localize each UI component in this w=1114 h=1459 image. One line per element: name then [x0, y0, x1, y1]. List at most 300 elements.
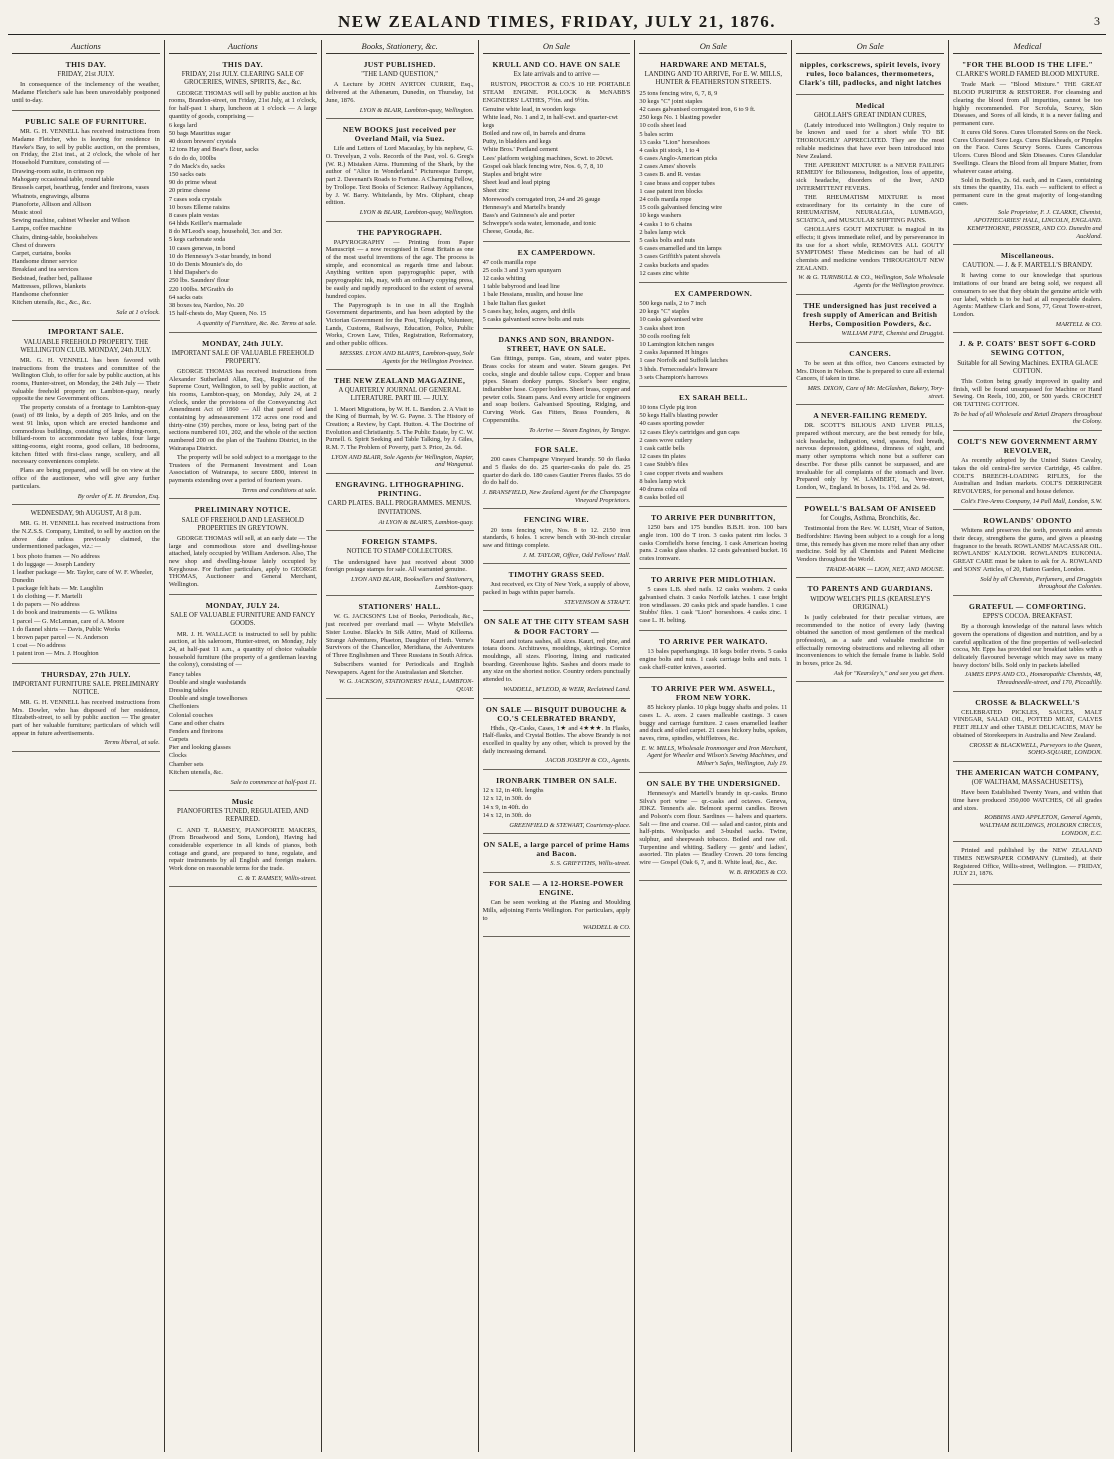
ad-list-item: Schweppe's soda water, lemonade, and tonic [482, 220, 597, 228]
ad-list-item: 15 coils galvanised fencing wire [639, 204, 723, 212]
ad-signature: At LYON & BLAIR'S, Lambton-quay. [378, 518, 474, 526]
ad-list-item: 8 bales lamp wick [639, 477, 686, 485]
ad-paragraph: The Papyrograph is in use in all the English Government departments, and has been adopted by the Victorian Government for the Post, Telegraph, Volunteer, Lands, Customs, Railways, Education, Police, Public Works, Crown Law, Titles, Registration, Reformatory, and other public offices. [325, 301, 474, 348]
ad-title: PUBLIC SALE OF FURNITURE. [25, 117, 147, 127]
ad-list-item: Double and single washstands [168, 678, 247, 686]
ad-title: CANCERS. [849, 348, 892, 358]
ad-signature: WILLIAM FIFE, Chemist and Druggist. [841, 330, 945, 338]
ad-list-item: Mahogany occasional table, round table [12, 176, 115, 184]
ad-subtitle: IMPORTANT SALE OF VALUABLE FREEHOLD PROPERTY. [171, 349, 314, 365]
ad-paragraph: To be seen at this office, two Cancers extracted by Mrs. Dixon in Nelson. She is prepared to cure all external Cancers, if taken in time. [796, 359, 945, 383]
ad-title: FOR SALE. [534, 445, 579, 455]
ad-paragraph: 13 bales paperhangings. 18 kegs boiler rivets. 5 casks engine bolts and nuts. 1 cask carriage bolts and nuts. 1 cask chaff-cutter knives, assorted. [639, 648, 788, 671]
ad-list-item: 1 case Norfolk and Suffolk latches [639, 357, 728, 365]
ad-signature: TRADE-MARK — LION, NET, AND MOUSE. [826, 565, 945, 573]
ad-list-item: Lamps, coffee machine [12, 225, 72, 233]
advertisement [326, 373, 474, 474]
column-heading: On Sale [796, 40, 944, 54]
ad-list-item: Handsome dinner service [12, 258, 77, 266]
column-heading: On Sale [639, 40, 787, 54]
ad-list-item: 12 cases Eley's cartridges and gun caps [639, 428, 740, 436]
masthead-rule [8, 34, 1106, 35]
advertisement [326, 599, 474, 698]
ad-signature: J. M. TAYLOR, Office, Odd Fellows' Hall. [522, 551, 631, 559]
ad-title: THE undersigned has just received a fresh supply of American and British Herbs, Composition Powders, &c. [803, 300, 938, 328]
column-heading: Auctions [12, 40, 160, 54]
ad-list-item: 2 casks Japanned H hinges [639, 349, 708, 357]
ad-body [796, 360, 944, 383]
ad-title: ON SALE — BISQUIT DUBOUCHE & CO.'S CELEBRATED BRANDY, [485, 704, 628, 723]
ad-body [169, 827, 317, 873]
ad-list-item: 1 case copper rivets and washers [639, 469, 723, 477]
advertisement [12, 57, 160, 111]
ad-title: Miscellaneous. [1001, 251, 1055, 261]
ad-subtitle: A QUARTERLY JOURNAL OF GENERAL LITERATURE. PART III. — JULY. [338, 387, 461, 403]
ad-title: ROWLANDS' ODONTO [983, 516, 1072, 526]
ad-body [639, 586, 787, 624]
ad-body [169, 90, 317, 121]
ad-item-list [483, 259, 631, 324]
ad-item-list [169, 671, 317, 777]
ad-paragraph: MR. G. H. VENNELL has been favored with instructions from the trustees and committee of the Wellington Club, to offer for sale by public auction, at his rooms, Hunter-street, on Monday, the 24th July — Their valuable freehold property on Lambton-quay, nearly opposite the new Government offices. [12, 356, 160, 403]
ad-body [953, 623, 1102, 669]
ad-body [953, 789, 1102, 812]
advertisement [169, 794, 317, 887]
ad-item-list [483, 106, 631, 236]
ad-signature: LYON AND BLAIR, Booksellers and Stationers, Lambton-quay. [351, 576, 474, 591]
ad-list-item: Putty, in bladders and kegs [482, 138, 552, 146]
ad-body [169, 368, 317, 485]
ad-body [796, 422, 944, 491]
ad-list-item: 1 cask cattle bells [639, 444, 685, 452]
advertisement [796, 346, 944, 406]
ad-body [483, 899, 631, 922]
ad-paragraph: 85 hickory planks. 10 pkgs buggy shafts and poles. 11 cases L. A. axes. 2 cases malleable castings. 3 cases buggy and carriage furniture. 2 cases enamelled leather and duck and oiled carpet. 21 cases hickory hubs, spokes, naves, rims, spindles, whiffletrees, &c. [639, 704, 788, 742]
ad-list-item: Cheese, Gouda, &c. [482, 228, 534, 236]
ad-list-item: 1 leather package — Mr. Taylor, care of W. F. Wheeler, Dunedin [12, 569, 154, 584]
ad-list-item: 1 case Stubb's files [639, 461, 688, 469]
ad-body [639, 648, 787, 671]
ad-signature: Sale at 1 o'clock. [116, 308, 160, 316]
ad-list-item: 1 table babyrood and lead line [482, 283, 560, 291]
advertisement [169, 57, 317, 332]
ad-list-item: Fenders and fireirons [168, 727, 224, 735]
ad-subtitle: for Coughs, Asthma, Bronchitis, &c. [820, 515, 921, 523]
ad-title: A NEVER-FAILING REMEDY. [813, 411, 928, 421]
ad-list-item: 12 cases tin plates [639, 453, 686, 461]
ad-paragraph: THE APERIENT MIXTURE is a NEVER FAILING REMEDY for Biliousness, Indigestion, loss of appetite, sick headache, disorders of the liver, AND INTERMITTENT FEVERS. [796, 161, 945, 192]
advertisement [483, 773, 631, 834]
ad-body [326, 613, 474, 676]
ad-signature: MRS. DIXON, Care of Mr. McGlashen, Bakery, Tory-street. [807, 384, 945, 400]
ad-body [12, 520, 160, 551]
ad-paragraph: Whitens and preserves the teeth, prevents and arrests their decay, strengthens the gums, and gives a pleasing fragrance to the breath. ROWLANDS' MACASSAR OIL. ROWLANDS' KALYDOR. ROWLAND'S EUKONIA. GREAT CARE must be taken to ask for A. ROWLAND and SONS' Articles, of 20, Hatton Garden, London. [953, 527, 1102, 573]
ad-paragraph: RUSTON, PROCTOR & CO.'S 10 HP. PORTABLE STEAM ENGINE. POLLOCK & McNABB'S ENGINEERS' LATHES, 7½in. and 9½in. [482, 81, 631, 104]
ad-list-item: 5 casks galvanised screw bolts and nuts [482, 315, 584, 323]
ad-list-item: Mattresses, pillows, blankets [12, 282, 86, 290]
ad-signature: A quantity of Furniture, &c. &c. Terms at sale. [196, 319, 317, 327]
ad-subtitle: PIANOFORTES TUNED, REGULATED, AND REPAIRED. [177, 808, 309, 824]
advertisement [12, 508, 160, 663]
ad-list-item: Carpets [168, 736, 189, 744]
ad-subtitle: LANDING AND TO ARRIVE, For E. W. MILLS, HUNTER & FEATHERSTON STREETS. [644, 71, 783, 87]
ad-subtitle: FRIDAY, 21st JULY. [57, 71, 115, 79]
ad-list-item: Chamber sets [168, 760, 204, 768]
ad-signature: MESSRS. LYON AND BLAIR'S, Lambton-quay, Sole Agents for the Wellington Province. [339, 349, 474, 365]
ad-body [639, 704, 787, 742]
ad-list-item: 1 bale Italian flax gasket [482, 299, 546, 307]
ad-list-item: 7 do Mack's do, sacks [168, 162, 225, 170]
ad-list-item: 25 coils 3 and 3 yarn spunyarn [482, 266, 562, 274]
ad-list-item: 42 cases galvanised corrugated iron, 6 to 9 ft. [639, 105, 756, 113]
ad-title: THURSDAY, 27th JULY. [41, 669, 131, 679]
ad-signature: WADDELL & CO. [582, 924, 631, 932]
ad-body [953, 81, 1102, 207]
ad-subtitle: WIDOW WELCH'S PILLS (KEARSLEY'S ORIGINAL) [810, 595, 931, 611]
ad-title: DANKS AND SON, BRANDON-STREET, HAVE ON SALE. [498, 335, 615, 354]
ad-paragraph: The property consists of a frontage to Lambton-quay (east) of 89 links, by a depth of 205 links, and on the west 91 links, upon which are erected handsome and commodious buildings, consisting of large dining-room, billiard-room to accommodate two tables, four large sitting-rooms, eight rooms, good cellars, 18 bedrooms, kitchen fitted with first-class range, scullery, and all necessary conveniences complete. [12, 404, 160, 466]
ad-list-item: 6 cases enamelled and tin lamps [639, 245, 722, 253]
ad-list-item: Bass's and Guinness's ale and porter [482, 211, 575, 219]
ad-list-item: 40 dozen brewers' crystals [168, 138, 237, 146]
ad-list-item: 4 casks 1 to 6 chains [639, 220, 693, 228]
ad-list-item: 1 coat — No address [12, 642, 66, 650]
ad-signature: W. B. RHODES & CO. [728, 868, 788, 876]
ad-title: THIS DAY. [65, 60, 107, 70]
ad-title: JUST PUBLISHED. [363, 60, 436, 70]
ad-item-list [639, 404, 787, 502]
ad-paragraph: 1250 bars and 175 bundles B.B.H. iron. 100 bars angle iron. 100 do T iron. 3 casks patent rim locks. 3 casks Cornfield's horse fencing. 1 cask American hoeing pans. 2 casks glass shades. 12 casts galvanised bucket. 16 crates ironware. [639, 524, 788, 563]
ad-title: CROSSE & BLACKWELL'S [975, 697, 1080, 707]
ad-paragraph: 200 cases Champagne Vineyard brandy. 50 do flasks and 5 flasks do do. 25 quarter-casks do pale do. 25 quarter do dark do. 180 cases Gautier Freres flasks. 55 do do do half do. [482, 456, 631, 487]
ad-list-item: 30 coils roofing felt [639, 332, 691, 340]
ad-paragraph: The undersigned have just received about 3000 foreign postage stamps for sale. All warranted genuine. [325, 558, 474, 574]
ad-list-item: 8 cases plain vestas [168, 211, 219, 219]
ad-signature: J. BRANSFIELD, New Zealand Agent for the Champagne Vineyard Proprietors. [482, 489, 631, 504]
ad-paragraph: GHOLLAH'S GOUT MIXTURE is magical in its effects; it gives immediate relief, and by perseverance in its use for a short while, REMOVES ALL GOUTY SYMPTOMS! These Medicines can be had of all chemists and medicine vendors THROUGHOUT NEW ZEALAND. [796, 226, 945, 272]
ad-list-item: 4 casks pit stock, 1 to 4 [639, 146, 700, 154]
advertisement [796, 581, 944, 682]
ad-body [639, 790, 787, 867]
ad-subtitle: GHOLLAH'S GREAT INDIAN CURES, [813, 111, 927, 119]
ad-list-item: 5 kegs carbonate soda [168, 236, 226, 244]
ad-body [12, 128, 160, 166]
newspaper-columns [8, 40, 1106, 1452]
ad-list-item: 12 cases zinc white [639, 269, 689, 277]
advertisement [796, 408, 944, 498]
ad-list-item: 5 bales scrim [639, 130, 674, 138]
advertisement [483, 332, 631, 439]
ad-body [953, 709, 1102, 740]
advertisement [169, 502, 317, 595]
column [479, 40, 636, 1452]
ad-title: EX CAMPERDOWN. [674, 288, 753, 298]
ad-list-item: Breakfast and tea services [12, 266, 79, 274]
column [635, 40, 792, 1452]
ad-subtitle: CLARKE'S WORLD FAMED BLOOD MIXTURE. [955, 71, 1100, 79]
ad-paragraph: Life and Letters of Lord Macaulay, by his nephew, G. O. Trevelyan, 2 vols. Records of the Past, vol. 6. Greg's (W. R.) Mistaken Aims. Humming of the Shark, by the author of "Alice in Wonderland." Picturesque Europe, part 2. Davenant's Roads to Fortune. A Charming Fellow, by Trollope. Text Books of Science: Railway Appliances, by J. W. Barry. Whitelands, by Mrs. Oliphant, cheap edition. [325, 145, 474, 207]
ad-list-item: 24 coils manila rope [639, 196, 692, 204]
ad-title: TO ARRIVE PER WAIKATO. [659, 637, 768, 647]
ad-list-item: 7 cases soda crystals [168, 195, 222, 203]
ad-body [12, 699, 160, 737]
ad-item-list [639, 300, 787, 381]
ad-paragraph: It cures Old Sores. Cures Ulcerated Sores on the Neck. Cures Ulcerated Sore Legs. Cures Blackheads, or Pimples on the Face. Cures Scurvy Sores. Cures Cancerous Ulcers. Cures Blood and Skin Diseases. Cures Glandular Swellings. Clears the Blood from all Impure Matter, from whatever cause arising. [953, 129, 1102, 175]
ad-item-list [12, 168, 160, 307]
ad-list-item: 500 kegs nails, 2 to 7 inch [639, 300, 707, 308]
ad-paragraph: DR. SCOTT'S BILIOUS AND LIVER PILLS, prepared without mercury, are the best remedy for bile, sick headache, indigestion, wind, spasms, foul breath, nervous depression, giddiness, dimness of sight, and many other symptoms which none but a sufferer can describe. For these pills cannot be surpassed, and are invaluable for all complaints of the stomach and liver. Prepared only by W. LAMBERT, 1a, Vere-street, London, W., England. In boxes, 1s. 1½d. and 2s. 9d. [796, 422, 945, 491]
ad-subtitle: IMPORTANT FURNITURE SALE. PRELIMINARY NOTICE. [12, 680, 160, 696]
ad-paragraph: MR. G. H. VENNELL has received instructions from Mrs. Dowler, who has disposed of her residence, Elizabeth-street, to sell by public auction — The greater part of her valuable furniture; particulars of which will appear in future advertisements. [12, 699, 160, 737]
ad-list-item: Brussels carpet, hearthrug, fender and fireirons, vases [12, 184, 150, 192]
ad-list-item: 1 bale Hessians, muslin, and house line [482, 291, 584, 299]
ad-body [953, 847, 1102, 878]
ad-list-item: 2 cases Ames' shovels [639, 163, 696, 171]
ad-list-item: Gospel oak black fencing wire, Nos. 6, 7, 8, 10 [482, 162, 603, 170]
ad-signature: W. G. JACKSON, STATIONERS' HALL, LAMBTON-QUAY. [338, 678, 474, 694]
ad-list-item: 3 casks sheet iron [639, 324, 685, 332]
ad-list-item: 47 coils manilla rope [482, 258, 537, 266]
ad-list-item: 12 x 12, in 40ft. lengths [482, 787, 544, 795]
advertisement [953, 599, 1102, 692]
ad-list-item: Handsome chefonnier [12, 290, 69, 298]
advertisement [169, 598, 317, 791]
ad-subtitle: CAUTION. — J. & F. MARTELL'S BRANDY. [962, 262, 1093, 270]
ad-list-item: 6 kegs lard [168, 121, 197, 129]
ad-list-item: Sheet zinc [482, 187, 510, 195]
ad-title: PRELIMINARY NOTICE. [194, 505, 291, 515]
ad-paragraph: A Lecture by JOHN AYRTON CURRIE, Esq., delivered at the Athenæum, Dunedin, on Thursday, 1st June, 1876. [325, 81, 474, 104]
column [949, 40, 1106, 1452]
ad-title: FOREIGN STAMPS. [361, 537, 438, 547]
ad-paragraph: Gas fittings, pumps. Gas, steam, and water pipes. Brass cocks for steam and water. Steam gauges. Pet cocks, single and double tallow cups. Copper and brass pipes. Steam donkey pumps. Stocker's beer engine, indiarubber hose. Copper boilers. Sheet brass, copper and pewter coils. Steam pans. And every article for engineers and soap boilers. Galvanised Spouting, Ridging, and Curving Work. Gas Fitters, Brass Founders, & Coppersmiths. [482, 355, 631, 424]
ad-list-item: Music stool [12, 209, 43, 216]
ad-signature: JACOB JOSEPH & CO., Agents. [545, 757, 631, 765]
ad-title: IMPORTANT SALE. [47, 327, 124, 337]
ad-title: GRATEFUL — COMFORTING. [969, 601, 1087, 611]
ad-list-item: 10 casks galvanised wire [639, 316, 704, 324]
advertisement [953, 845, 1102, 884]
ad-signature: Colt's Fire-Arms Company, 14 Pall Mall, London, S.W. [960, 497, 1102, 505]
ad-paragraph: W. G. JACKSON'S List of Books, Periodicals, &c., just received per overland mail — Whyte Melville's Sister Louise. Black's In Silk Attire, Maid of Killeena. Strange Adventures, Phaeton, Daughter of Heth. Verne's Survivors of the Chancellor, Meridiana, the Adventures of Three Englishmen and Three Russians in South Africa. [325, 613, 474, 659]
ad-list-item: 2 cases wove cutlery [639, 436, 693, 444]
ad-list-item: 14 x 12, in 30ft. do [482, 811, 532, 819]
advertisement [639, 390, 787, 507]
ad-title: ON SALE BY THE UNDERSIGNED. [646, 778, 781, 788]
ad-list-item: 1 case brass and copper tubes [639, 179, 715, 187]
ad-list-item: Carpet, curtains, books [12, 249, 71, 257]
ad-body [326, 559, 474, 574]
ad-list-item: 1 do flannel shirts — Davis, Public Works [12, 625, 121, 633]
ad-list-item: 50 kegs Hall's blasting powder [639, 412, 718, 420]
ad-title: EX SARAH BELL. [679, 392, 748, 402]
masthead [0, 0, 1114, 34]
ad-title: TIMOTHY GRASS SEED. [508, 570, 605, 580]
ad-list-item: 1 patent iron — Mrs. J. Houghton [12, 650, 99, 658]
ad-paragraph: Trade Mark — "Blood Mixture." THE GREAT BLOOD PURIFIER & RESTORER. For cleansing and clearing the blood from all impurities, cannot be too highly recommended. For Scrofula, Scurvy, Skin Diseases, and Sores of all kinds, it is a never failing and permanent cure. [953, 81, 1102, 127]
advertisement [483, 837, 631, 873]
ad-paragraph: Sold in Bottles, 2s. 6d. each, and in Cases, containing six times the quantity, 11s. each — sufficient to effect a permanent cure in the great majority of long-standing cases. [953, 176, 1102, 207]
ad-item-list [12, 553, 160, 658]
advertisement [483, 702, 631, 771]
ad-body [483, 527, 631, 550]
advertisement [483, 876, 631, 937]
ad-body [483, 581, 631, 596]
ad-paragraph: By a thorough knowledge of the natural laws which govern the operations of digestion and nutrition, and by a careful application of the fine properties of well-selected cocoa, Mr. Epps has provided our breakfast tables with a delicately flavoured beverage which may save us many heavy doctors' bills. Sold only in packets labelled [953, 623, 1102, 669]
advertisement [639, 510, 787, 569]
ad-list-item: 12 tons Hay and Bear's flour, sacks [168, 146, 259, 154]
ad-title: THIS DAY. [222, 60, 264, 70]
ad-list-item: 10 cases genevas, in bond [168, 244, 236, 252]
ad-signature: MARTELL & CO. [1055, 320, 1102, 328]
ad-title: MONDAY, JULY 24. [205, 601, 280, 611]
ad-list-item: Cheffoniers [168, 703, 199, 711]
ad-signature: STEVENSON & STRAFT. [564, 598, 631, 606]
ad-paragraph: Hhds., Qr.-Casks, Cases, 1★ and 4★★★. In Flasks, Half-flasks, and Crystal Bottles. The above Brandy is not excelled in quality by any other, which is proved by the daily increasing demand. [482, 724, 631, 755]
advertisement [953, 765, 1102, 842]
ad-paragraph: Have been Established Twenty Years, and within that time have produced 350,000 WATCHES, Of all grades and sizes. [953, 789, 1102, 812]
ad-body [639, 524, 787, 562]
advertisement [483, 512, 631, 564]
ad-subtitle: Suitable for all Sewing Machines. EXTRA GLACE COTTON. [957, 359, 1098, 375]
ad-list-item: 10 do Hennessy's 3-star brandy, in bond [168, 252, 271, 260]
ad-list-item: 220 100lbs. M'Grath's do [168, 285, 234, 293]
ad-list-item: 20 kegs "C" staples [639, 308, 690, 316]
advertisement [326, 57, 474, 119]
ad-title: COLT'S NEW GOVERNMENT ARMY REVOLVER, [957, 436, 1098, 456]
ad-list-item: Sheet lead and lead piping [482, 179, 550, 187]
ad-list-item: 90 do prime wheat [168, 179, 217, 187]
ad-list-item: Kitchen utensils, &c. [168, 768, 223, 776]
ad-list-item: 50 bags Mauritius sugar [168, 130, 231, 138]
ad-paragraph: As recently adopted by the United States Cavalry, takes the old central-fire service Cartridge, 45 calibre. COLT'S BREECH-LOADING RIFLES, for the Australian and Indian markets. COLT'S DERRINGER REVOLVERS, for personal and house defence. [953, 457, 1102, 495]
ad-list-item: Whatnots, engravings, albums [12, 192, 90, 200]
advertisement [12, 667, 160, 753]
ad-title: THE NEW ZEALAND MAGAZINE, [333, 376, 466, 386]
ad-signature: GREENFIELD & STEWART, Courtenay-place. [509, 821, 631, 829]
ad-subtitle: EPPS'S COCOA. BREAKFAST. [982, 613, 1073, 620]
advertisement [796, 298, 944, 343]
ad-signature: To Arrive — Steam Engines, by Tangye. [529, 426, 631, 434]
ad-list-item: 1 brown paper parcel — N. Anderson [12, 634, 109, 642]
ad-list-item: 1 do book and instruments — G. Wilkins [12, 609, 118, 617]
ad-list-item: 10 tons Clyde pig iron [639, 404, 697, 412]
column-heading: On Sale [483, 40, 631, 54]
ad-signature: To be had of all Wholesale and Retail Drapers throughout the Colony. [953, 410, 1102, 426]
ad-signature: Sole Proprietor, F. J. CLARKE, Chemist, APOTHECARIES' HALL, LINCOLN, ENGLAND. KEMPTHORNE, PROSSER, AND CO. Dunedin and Auckland. [967, 209, 1102, 240]
ad-title: TO ARRIVE PER MIDLOTHIAN. [651, 575, 776, 585]
ad-body [169, 535, 317, 589]
ad-paragraph: The property will be sold subject to a mortgage to the Trustees of the Permanent Investment and Loan Association of Wairarapa, to secure £800, interest in payments extending over a period of fourteen years. [168, 454, 317, 485]
column [792, 40, 949, 1452]
ad-subtitle: CARD PLATES. BALL PROGRAMMES. MENUS. INVITATIONS. [327, 500, 472, 516]
ad-list-item: 10 kegs washers [639, 212, 682, 220]
ad-list-item: 1 do luggage — Joseph Landery [12, 560, 95, 568]
ad-subtitle: VALUABLE FREEHOLD PROPERTY. THE WELLINGTON CLUB. MONDAY, 24th JULY. [20, 338, 152, 354]
ad-paragraph: In consequence of the inclemency of the weather, Madame Fletcher's sale has been unavoidably postponed until to-day. [12, 81, 160, 104]
ad-signature: LYON & BLAIR, Lambton-quay, Wellington. [359, 208, 474, 216]
ad-list-item: 3 hhds. Fernecosdale's linware [639, 365, 718, 373]
ad-list-item: Clocks [168, 752, 187, 760]
ad-list-item: 250 lbs. Saunders' flour [168, 277, 230, 285]
ad-signature: LYON & BLAIR, Lambton-quay, Wellington. [359, 106, 474, 114]
ad-list-item: 64 hhds Keiller's marmalade [168, 220, 242, 228]
ad-signature: By order of E. H. Brandon, Esq. [77, 492, 160, 500]
ad-list-item: 5 casks bolts and nuts [639, 236, 696, 244]
advertisement [483, 614, 631, 698]
ad-title: J. & P. COATS' BEST SOFT 6-CORD SEWING COTTON, [959, 339, 1097, 358]
ad-list-item: 38 boxes tea, Nardoo, No. 20 [168, 301, 244, 309]
ad-list-item: Kitchen utensils, &c., &c., &c. [12, 299, 92, 307]
ad-list-item: 1 case patent iron blocks [639, 187, 703, 195]
ad-list-item: 12 casks whiting [482, 275, 526, 282]
ad-title: NEW BOOKS just received per Overland Mail, via Suez. [342, 125, 457, 144]
ad-item-list [169, 122, 317, 318]
ad-list-item: Sewing machine, cabinet Wheeler and Wilson [12, 217, 130, 225]
ad-list-item: 3 cases B. and R. vestas [639, 171, 701, 179]
ad-signature: S. S. GRIFFITHS, Willis-street. [550, 860, 631, 868]
ad-list-item: 6 cases Anglo-American picks [639, 155, 718, 163]
ad-list-item: Genuine white lead, in wooden kegs [482, 106, 576, 114]
ad-body [953, 457, 1102, 495]
ad-paragraph: Testimonial from the Rev. W. LUSH, Vicar of Sutton, Bedfordshire: Having been subject to a cough for a long time, this remedy has given me more relief than any other medicine. Sold by all Chemists and Patent Medicine Vendors throughout the World. [796, 525, 945, 564]
column [165, 40, 322, 1452]
column [322, 40, 479, 1452]
ad-title: ENGRAVING. LITHOGRAPHING. PRINTING. [335, 480, 464, 499]
ad-list-item: Morewood's corrugated iron, 24 and 26 gauge [482, 195, 601, 203]
ad-list-item: Chest of drawers [12, 241, 56, 249]
ad-body [953, 527, 1102, 573]
advertisement [953, 248, 1102, 333]
ad-list-item: 6 do do do, 100lbs [168, 154, 217, 162]
ad-signature: E. W. MILLS, Wholesale Ironmonger and Iron Merchant, Agent for Wheeler and Wilson's Sewing Machines, and Milner's Safes, Wellington, July 19. [641, 744, 788, 768]
ad-body [483, 725, 631, 756]
ad-list-item: 30 kegs "C" joint staples [639, 97, 703, 105]
advertisement [639, 776, 787, 882]
ad-signature: LYON AND BLAIR, Sole Agents for Wellington, Napier, and Wanganui. [331, 453, 474, 469]
advertisement [953, 434, 1102, 510]
ad-paragraph: GEORGE THOMAS will sell, at an early date — The large and commodious store and dwelling-house attached, lately occupied by William Anderson. Also, The new shop and dwelling-house lately occupied by Keyghouse. For further particulars, apply to GEORGE THOMAS, Auctioneer and General Merchant, Wellington. [168, 534, 317, 589]
ad-subtitle: SALE OF FREEHOLD AND LEASEHOLD PROPERTIES IN GREYTOWN. [181, 516, 304, 532]
ad-body [169, 631, 317, 669]
advertisement [953, 336, 1102, 431]
ad-paragraph: Printed and published by the NEW ZEALAND TIMES NEWSPAPER COMPANY (Limited), at their Registered Office, Willis-street, Wellington. — FRIDAY, JULY 21, 1876. [953, 847, 1102, 878]
ad-paragraph: Kauri and totara sashes, all sizes. Kauri, red pine, and totara doors. Architraves, mouldings, skirtings. Cornice mouldings, all sizes. Flooring, lining and rusticated boarding. Greenhouse lights. Sashes and doors made to any size on the shortest notice. Country orders punctually attended to. [482, 637, 631, 684]
ad-list-item: Chairs, dining-table, bookshelves [12, 233, 98, 241]
ad-signature: Sold by all Chemists, Perfumers, and Druggists throughout the Colonies. [980, 575, 1102, 591]
advertisement [639, 634, 787, 678]
ad-subtitle: FRIDAY, 21st JULY. CLEARING SALE OF GROCERIES, WINES, SPIRITS, &c., &c. [181, 71, 304, 87]
ad-subtitle: NOTICE TO STAMP COLLECTORS. [346, 548, 453, 556]
ad-signature: Terms and conditions at sale. [241, 486, 317, 494]
ad-paragraph: 20 tons fencing wire, Nos. 8 to 12. 2150 iron standards, 6 holes. 1 screw bench with 30-inch circular saw and fittings complete. [482, 526, 631, 549]
ad-list-item: 12 x 12, in 30ft. do [482, 795, 532, 803]
ad-paragraph: GEORGE THOMAS will sell by public auction at his rooms, Brandon-street, on Friday, 21st July, at 1 o'clock, for half-past 1 sharp, luncheon at 1 o'clock — A large quantity of goods, comprising — [168, 89, 317, 120]
ad-title: THE AMERICAN WATCH COMPANY, [956, 767, 1100, 777]
ad-body [12, 81, 160, 104]
ad-paragraph: PAPYROGRAPHY — Printing from Paper Manuscript — a now recognised in Great Britain as one of the most useful inventions of the age. The process is simple, and economical as regards time and labour. Anything written upon papyrographic paper, with papyrographic ink, may, with an ordinary copying press, be easily and rapidly reproduced to the extent of several hundred copies. [325, 238, 474, 300]
newspaper-title: NEW ZEALAND TIMES, FRIDAY, JULY 21, 1876. [337, 12, 777, 31]
ad-title: FENCING WIRE. [524, 515, 589, 525]
ad-list-item: Boiled and raw oil, in barrels and drums [482, 130, 586, 138]
ad-signature: Sale to commence at half-past 11. [230, 778, 317, 786]
advertisement [953, 513, 1102, 596]
ad-list-item: Dressing tables [168, 686, 209, 694]
ad-subtitle: Ex late arrivals and to arrive — [513, 71, 600, 79]
ad-signature: C. & T. RAMSEY, Willis-street. [237, 874, 317, 882]
ad-list-item: 10 coils sheet lead [639, 122, 687, 130]
ad-list-item: 1 parcel — G. McLennan, care of A. Moore [12, 617, 125, 625]
